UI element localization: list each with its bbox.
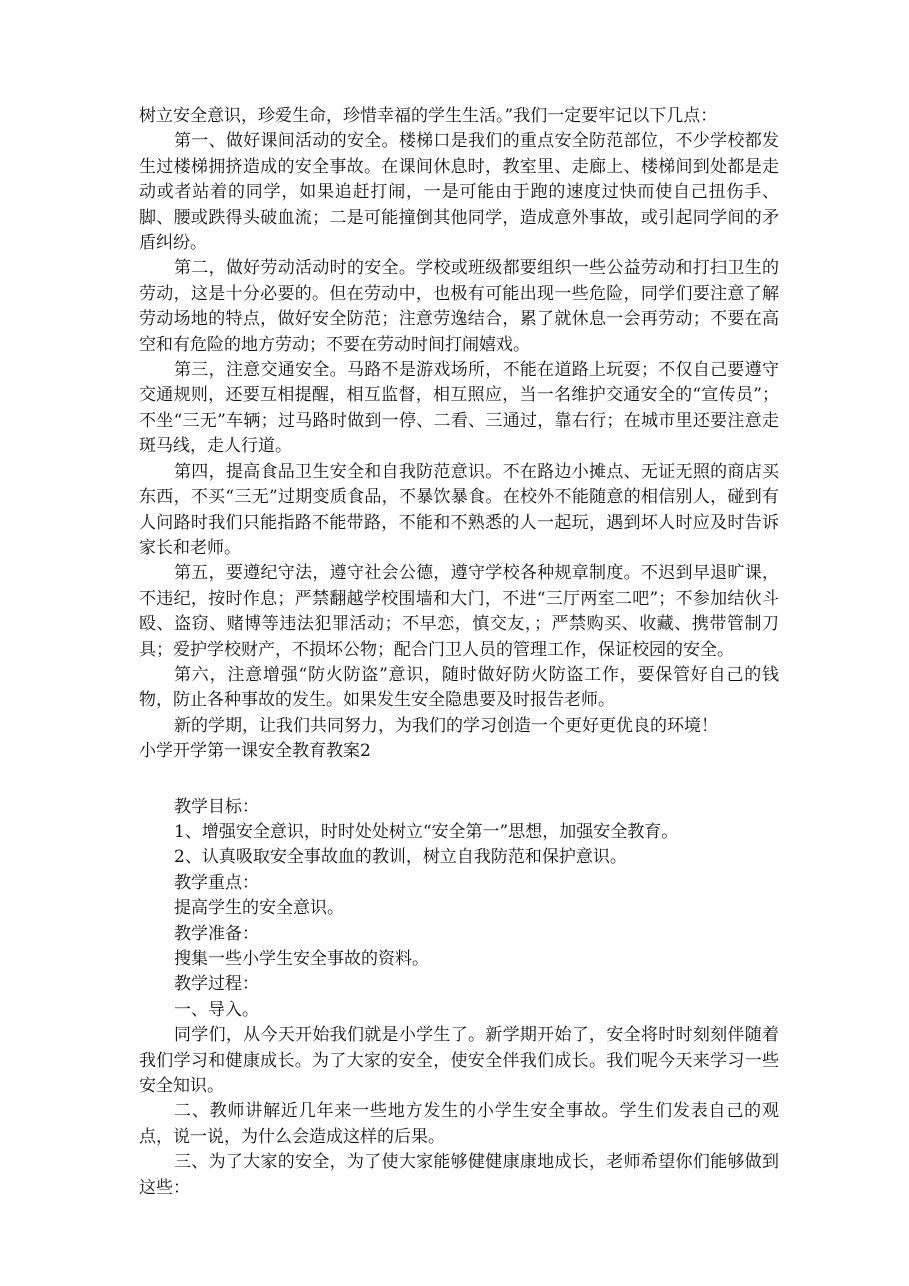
- lesson-process-heading: 教学过程：: [174, 974, 259, 995]
- lesson-goal-2: 2、认真吸取安全事故血的教训，树立自我防范和保护意识。: [174, 847, 627, 868]
- lesson-step-three: 三、为了大家的安全，为了使大家能够健健康康地成长，老师希望你们能够做到这些：: [139, 1152, 779, 1198]
- lesson-goal-1: 1、增强安全意识，时时处处树立“安全第一”思想，加强安全教育。: [174, 821, 679, 842]
- paragraph-sixth-point: 第六，注意增强“防火防盗”意识，随时做好防火防盗工作，要保管好自己的钱物，防止各种事故的发生。如果发生安全隐患要及时报告老师。: [139, 664, 779, 711]
- lesson-step-two: 二、教师讲解近几年来一些地方发生的小学生安全事故。学生们发表自己的观点，说一说，为什么会造成这样的后果。: [139, 1101, 779, 1147]
- paragraph-intro: 树立安全意识，珍爱生命，珍惜幸福的学生生活。”我们一定要牢记以下几点：: [139, 106, 718, 126]
- paragraph-fourth-point: 第四，提高食品卫生安全和自我防范意识。不在路边小摊点、无证无照的商店买东西，不买“三无”过期变质食品，不暴饮暴食。在校外不能随意的相信别人，碰到有人问路时我们只能指路不能带路，不能和不熟悉的人一起玩，遇到坏人时应及时告诉家长和老师。: [139, 461, 779, 558]
- paragraph-third-point: 第三，注意交通安全。马路不是游戏场所，不能在道路上玩耍；不仅自己要遵守交通规则，还要互相提醒，相互监督，相互照应，当一名维护交通安全的“宣传员”；不坐“三无”车辆；过马路时做到一停、二看、三通过，靠右行；在城市里还要注意走斑马线，走人行道。: [139, 360, 779, 457]
- document-body: [139, 104, 779, 1201]
- lesson-step-intro: 一、导入。: [174, 999, 259, 1020]
- lesson-prep-heading: 教学准备：: [174, 923, 259, 944]
- lesson-focus-heading: 教学重点：: [174, 872, 259, 893]
- paragraph-closing: 新的学期，让我们共同努力，为我们的学习创造一个更好更优良的环境！: [174, 715, 718, 736]
- lesson-prep-text: 搜集一些小学生安全事故的资料。: [174, 949, 429, 969]
- section-spacer: [139, 765, 779, 795]
- lesson-focus-text: 提高学生的安全意识。: [174, 898, 344, 919]
- paragraph-first-point: 第一、做好课间活动的安全。楼梯口是我们的重点安全防范部位，不少学校都发生过楼梯拥挤造成的安全事故。在课间休息时，教室里、走廊上、楼梯间到处都是走动或者站着的同学，如果追赶打闹，一是可能由于跑的速度过快而使自己扭伤手、脚、腰或跌得头破血流；二是可能撞倒其他同学，造成意外事故，或引起同学间的矛盾纠纷。: [139, 131, 779, 254]
- paragraph-fifth-point: 第五，要遵纪守法，遵守社会公德，遵守学校各种规章制度。不迟到早退旷课，不违纪，按时作息；严禁翻越学校围墙和大门，不进“三厅两室二吧”；不参加结伙斗殴、盗窃、赌博等违法犯罪活动；不早恋，慎交友，；严禁购买、收藏、携带管制刀具；爱护学校财产，不损坏公物；配合门卫人员的管理工作，保证校园的安全。: [139, 563, 779, 660]
- section-title: 小学开学第一课安全教育教案2: [139, 741, 371, 762]
- paragraph-second-point: 第二，做好劳动活动时的安全。学校或班级都要组织一些公益劳动和打扫卫生的劳动，这是十分必要的。但在劳动中，也极有可能出现一些危险，同学们要注意了解劳动场地的特点，做好安全防范；注意劳逸结合，累了就休息一会再劳动；不要在高空和有危险的地方劳动；不要在劳动时间打闹嬉戏。: [139, 258, 779, 355]
- lesson-goals-heading: 教学目标：: [174, 796, 259, 817]
- lesson-step-intro-text: 同学们，从今天开始我们就是小学生了。新学期开始了，安全将时时刻刻伴随着我们学习和健康成长。为了大家的安全，使安全伴我们成长。我们呢今天来学习一些安全知识。: [139, 1025, 779, 1097]
